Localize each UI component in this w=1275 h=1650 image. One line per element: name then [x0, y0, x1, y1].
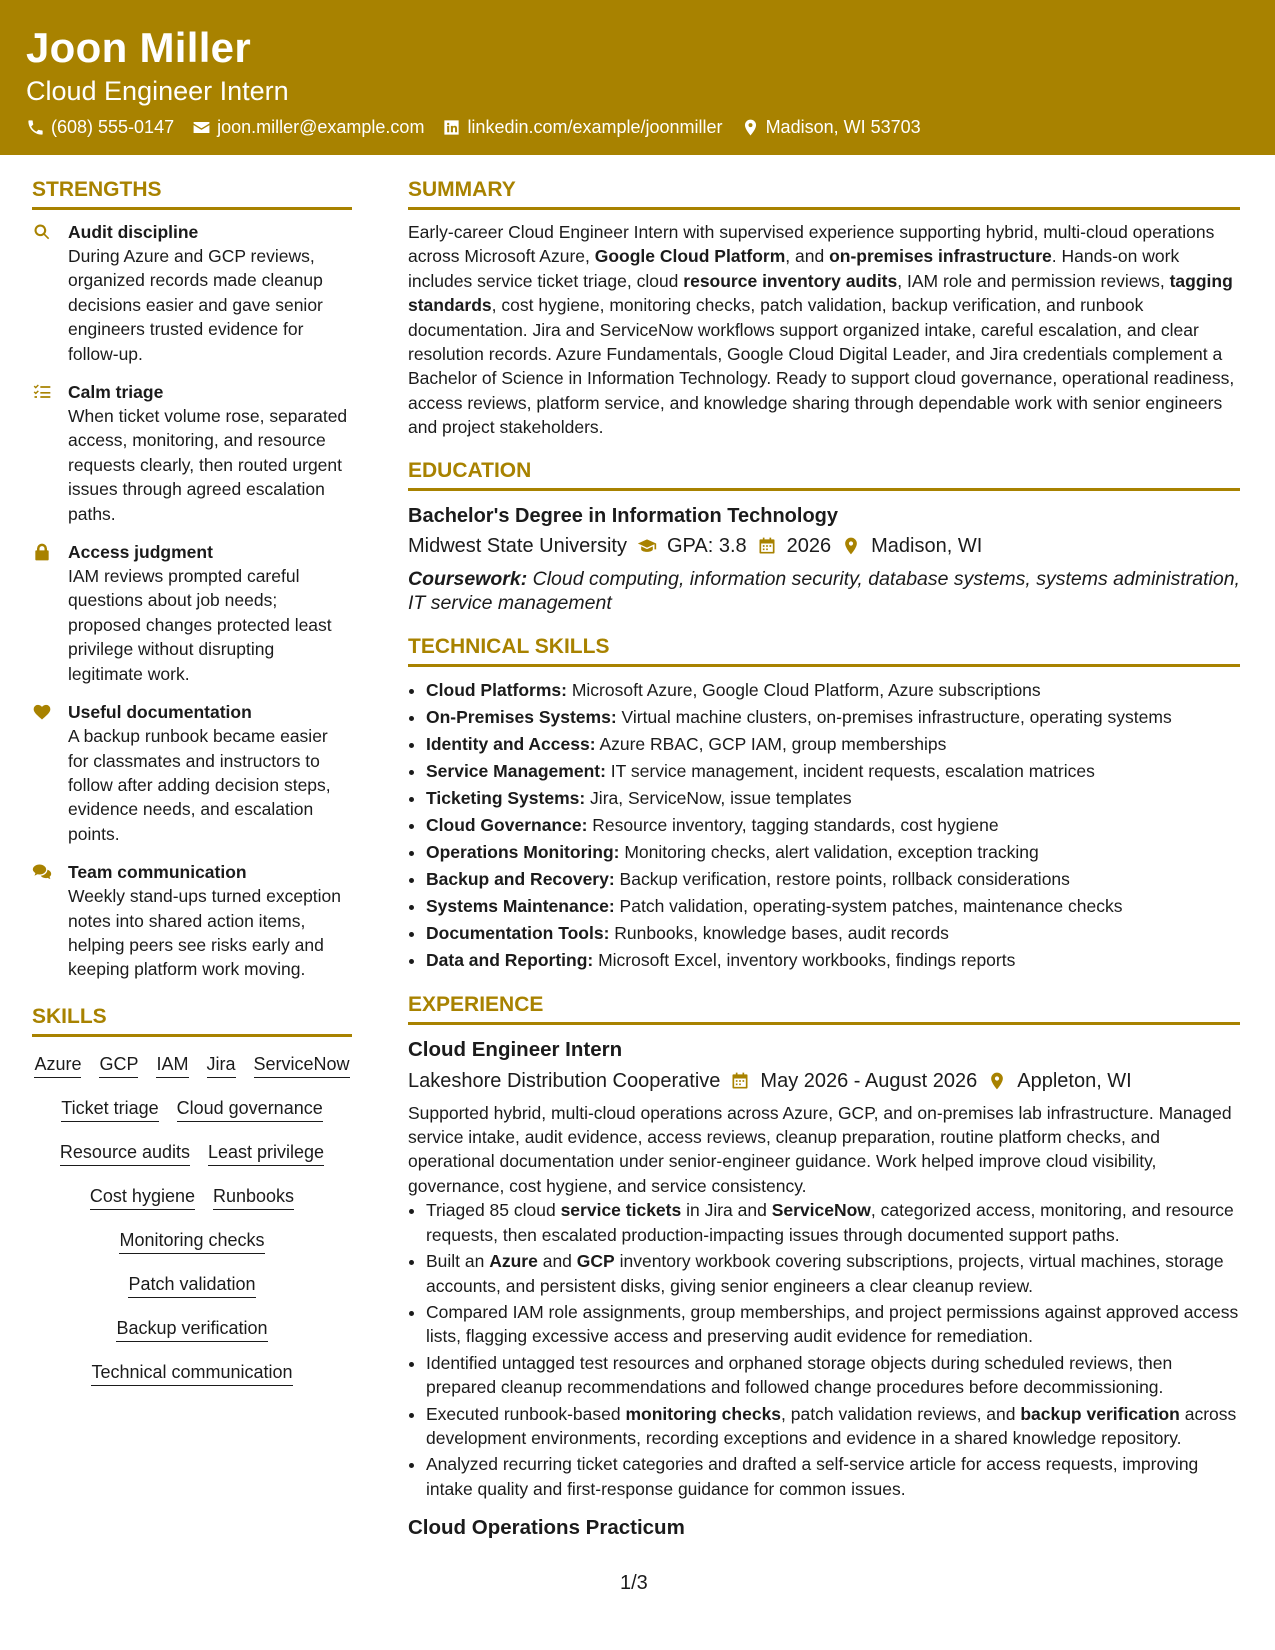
- search-icon: [32, 222, 52, 242]
- skill-tag: Cost hygiene: [90, 1185, 195, 1210]
- tech-skill-label: Identity and Access:: [426, 733, 596, 754]
- tech-skill-label: Service Management:: [426, 760, 606, 781]
- skill-tag: Technical communication: [91, 1361, 292, 1386]
- contact-phone: [26, 114, 174, 140]
- bullet-text: and: [537, 1251, 577, 1272]
- bullet-text: Executed runbook-based: [426, 1403, 626, 1424]
- comments-icon: [32, 862, 52, 882]
- skill-tag: Least privilege: [208, 1141, 324, 1166]
- skill-tag: Runbooks: [213, 1185, 294, 1210]
- tech-skill-label: Cloud Governance:: [426, 814, 588, 835]
- job-bullets: [408, 1198, 1240, 1501]
- tech-skill-label: Backup and Recovery:: [426, 868, 615, 889]
- bullet-bold: Azure: [489, 1251, 538, 1272]
- job-bullet: [426, 1351, 1240, 1400]
- summary-bold: Google Cloud Platform: [594, 246, 786, 267]
- tech-skill-label: Systems Maintenance:: [426, 895, 615, 916]
- bullet-bold: service tickets: [560, 1200, 682, 1221]
- job-details: [408, 1065, 1240, 1097]
- summary-bold: on-premises infrastructure: [829, 246, 1052, 267]
- skill-tag: GCP: [99, 1053, 138, 1078]
- skill-tag: Jira: [207, 1053, 236, 1078]
- education-details: [408, 531, 1240, 561]
- graduation-year: 2026: [786, 534, 832, 557]
- strength-item: [32, 380, 352, 526]
- strength-title: Access judgment: [68, 542, 213, 563]
- resume-header: [0, 0, 1275, 155]
- job-title: Cloud Engineer Intern: [408, 1037, 623, 1061]
- bullet-bold: monitoring checks: [625, 1403, 782, 1424]
- tech-skill-value: Resource inventory, tagging standards, cost hygiene: [587, 814, 999, 835]
- school-location: Madison, WI: [871, 534, 983, 557]
- skills-list: [32, 1047, 352, 1386]
- company-name: Lakeshore Distribution Cooperative: [408, 1069, 721, 1092]
- technical-skills-list: [408, 677, 1240, 974]
- left-column: [32, 175, 352, 1386]
- lock-icon: [32, 542, 52, 562]
- bullet-text: across development environments, recording exceptions and evidence in a shared knowledge repository.: [426, 1403, 1237, 1448]
- contact-location: [741, 114, 921, 140]
- job-location: Appleton, WI: [1017, 1069, 1132, 1092]
- envelope-icon: [192, 118, 211, 137]
- strength-text: A backup runbook became easier for classmates and instructors to follow after adding decision steps, evidence needs, and escalation points.: [68, 726, 331, 844]
- coursework-text: Cloud computing, information security, database systems, systems administration, IT service management: [408, 567, 1240, 615]
- skill-tag: Ticket triage: [61, 1097, 158, 1122]
- job-bullet: [426, 1198, 1240, 1247]
- education-heading: EDUCATION: [408, 456, 1240, 491]
- strength-text: IAM reviews prompted careful questions about job needs; proposed changes protected least privilege without disrupting legitimate work.: [68, 566, 332, 684]
- tech-skill-label: Cloud Platforms:: [426, 679, 567, 700]
- map-pin-icon: [741, 118, 760, 137]
- job-bullet: [426, 1249, 1240, 1298]
- tech-skill-label: Data and Reporting:: [426, 949, 594, 970]
- job-bullet: [426, 1300, 1240, 1349]
- contact-bar: [26, 114, 921, 140]
- job-dates: May 2026 - August 2026: [760, 1069, 978, 1092]
- page-number: 1/3: [620, 1572, 648, 1594]
- skill-tag: Resource audits: [60, 1141, 190, 1166]
- tech-skill-item: [426, 812, 1240, 839]
- tech-skill-item: [426, 758, 1240, 785]
- strength-text: Weekly stand-ups turned exception notes into shared action items, helping peers see risks early and keeping platform work moving.: [68, 886, 342, 980]
- location-text: Madison, WI 53703: [765, 117, 921, 137]
- strength-title: Calm triage: [68, 382, 164, 403]
- linkedin-icon: [442, 118, 461, 137]
- contact-email[interactable]: [192, 114, 424, 140]
- tech-skill-value: Microsoft Excel, inventory workbooks, findings reports: [593, 949, 1016, 970]
- strength-title: Audit discipline: [68, 222, 199, 242]
- bullet-bold: ServiceNow: [771, 1200, 871, 1221]
- tech-skill-item: [426, 731, 1240, 758]
- experience-heading: EXPERIENCE: [408, 990, 1240, 1025]
- skill-tag: Azure: [34, 1053, 81, 1078]
- bullet-text: inventory workbook covering subscriptions, projects, virtual machines, storage accounts, and persistent disks, giving senior engineers a clear cleanup review.: [426, 1251, 1224, 1296]
- tech-skill-value: Patch validation, operating-system patches, maintenance checks: [614, 895, 1123, 916]
- map-pin-icon: [841, 536, 861, 556]
- graduation-cap-icon: [637, 536, 657, 556]
- summary-part: , cost hygiene, monitoring checks, patch validation, backup verification, and runbook documentation. Jira and ServiceNow workflows support organized intake, careful escalation, and clear resolution records. Azure Fundamentals, Google Cloud Digital Leader, and Jira credentials complement a Bachelor of Science in Information Technology. Ready to support cloud governance, operational readiness, access reviews, platform service, and knowledge sharing through dependable work with senior engineers and project stakeholders.: [408, 295, 1235, 438]
- strength-title: Useful documentation: [68, 702, 252, 723]
- strength-title: Team communication: [68, 862, 247, 883]
- strength-item: [32, 700, 352, 846]
- tech-skill-value: Microsoft Azure, Google Cloud Platform, Azure subscriptions: [566, 679, 1041, 700]
- tech-skill-item: [426, 866, 1240, 893]
- tech-skill-label: Ticketing Systems:: [426, 787, 586, 808]
- summary-part: , and: [785, 246, 830, 267]
- skill-tag: IAM: [156, 1053, 188, 1078]
- strengths-heading: STRENGTHS: [32, 175, 352, 210]
- summary-bold: tagging standards: [408, 270, 1233, 316]
- tech-skill-value: Azure RBAC, GCP IAM, group memberships: [595, 733, 947, 754]
- right-column: [408, 175, 1240, 1543]
- tech-skill-label: Operations Monitoring:: [426, 841, 620, 862]
- coursework: [408, 567, 1240, 616]
- tech-skill-label: Documentation Tools:: [426, 922, 610, 943]
- skill-tag: Patch validation: [128, 1273, 255, 1298]
- bullet-text: Compared IAM role assignments, group memberships, and project permissions against approved access lists, flagging excessive access and preserving audit evidence for remediation.: [426, 1301, 1239, 1347]
- degree-title: Bachelor's Degree in Information Technology: [408, 504, 839, 527]
- school-name: Midwest State University: [408, 534, 627, 557]
- gpa: GPA: 3.8: [666, 534, 747, 557]
- bullet-text: , patch validation reviews, and: [781, 1403, 1021, 1424]
- summary-part: Early-career Cloud Engineer Intern with supervised experience supporting hybrid, multi-cloud operations across Microsoft Azure,: [408, 222, 1215, 267]
- technical-skills-heading: TECHNICAL SKILLS: [408, 632, 1240, 667]
- job-description: Supported hybrid, multi-cloud operations across Azure, GCP, and on-premises lab infrastructure. Managed service intake, audit evidence, access reviews, cleanup preparation, routine platform checks, and operational documentation under senior-engineer guidance. Work helped improve cloud visibility, governance, cost hygiene, and service consistency.: [408, 1102, 1232, 1196]
- tech-skill-item: [426, 893, 1240, 920]
- summary-text: [408, 220, 1240, 440]
- skill-tag: Monitoring checks: [119, 1229, 264, 1254]
- phone-text: (608) 555-0147: [51, 117, 175, 137]
- coursework-label: Coursework:: [408, 567, 528, 590]
- map-pin-icon: [987, 1071, 1007, 1091]
- tech-skill-item: [426, 785, 1240, 812]
- tech-skill-item: [426, 839, 1240, 866]
- summary-heading: SUMMARY: [408, 175, 1240, 210]
- tech-skill-label: On-Premises Systems:: [426, 706, 617, 727]
- candidate-role: Cloud Engineer Intern: [26, 76, 289, 106]
- tech-skill-item: [426, 704, 1240, 731]
- calendar-icon: [757, 536, 777, 556]
- tech-skill-value: Monitoring checks, alert validation, exception tracking: [619, 841, 1039, 862]
- bullet-text: , categorized access, monitoring, and resource requests, then escalated production-impacting issues through documented support paths.: [426, 1200, 1234, 1245]
- summary-part: . Hands-on work includes service ticket triage, cloud: [408, 246, 1180, 291]
- candidate-name: Joon Miller: [26, 24, 251, 71]
- skill-tag: Cloud governance: [177, 1097, 323, 1122]
- bullet-text: in Jira and: [681, 1200, 772, 1221]
- linkedin-text[interactable]: linkedin.com/example/joonmiller: [467, 117, 723, 137]
- tech-skill-value: Runbooks, knowledge bases, audit records: [609, 922, 949, 943]
- job-bullet: [426, 1402, 1240, 1451]
- job-title: Cloud Operations Practicum: [408, 1516, 685, 1540]
- heart-icon: [32, 702, 52, 722]
- skill-tag: ServiceNow: [254, 1053, 350, 1078]
- bullet-text: Analyzed recurring ticket categories and drafted a self-service article for access requests, improving intake quality and first-response guidance for common issues.: [426, 1454, 1199, 1499]
- strength-item: [32, 540, 352, 686]
- skills-heading: SKILLS: [32, 1002, 352, 1037]
- email-text[interactable]: joon.miller@example.com: [217, 117, 425, 137]
- strength-item: [32, 860, 352, 982]
- tech-skill-value: Virtual machine clusters, on-premises infrastructure, operating systems: [616, 706, 1172, 727]
- strength-item: [32, 220, 352, 366]
- bullet-bold: GCP: [576, 1251, 615, 1272]
- tech-skill-value: Jira, ServiceNow, issue templates: [585, 787, 852, 808]
- contact-linkedin[interactable]: [442, 114, 722, 140]
- skill-tag: Backup verification: [116, 1317, 267, 1342]
- tech-skill-item: [426, 947, 1240, 974]
- summary-bold: resource inventory audits: [683, 270, 898, 291]
- summary-part: , IAM role and permission reviews,: [897, 270, 1170, 291]
- tech-skill-value: Backup verification, restore points, rollback considerations: [614, 868, 1070, 889]
- bullet-bold: backup verification: [1020, 1403, 1180, 1424]
- list-check-icon: [32, 382, 52, 402]
- job-bullet: [426, 1452, 1240, 1501]
- tech-skill-item: [426, 677, 1240, 704]
- bullet-text: Identified untagged test resources and orphaned storage objects during scheduled reviews, then prepared cleanup recommendations and followed change procedures before decommissioning.: [426, 1352, 1173, 1398]
- tech-skill-item: [426, 920, 1240, 947]
- strength-text: During Azure and GCP reviews, organized records made cleanup decisions easier and gave senior engineers trusted evidence for follow-up.: [68, 246, 323, 364]
- strength-text: When ticket volume rose, separated access, monitoring, and resource requests clearly, then routed urgent issues through agreed escalation paths.: [68, 406, 348, 524]
- bullet-text: Built an: [426, 1251, 490, 1272]
- bullet-text: Triaged 85 cloud: [426, 1200, 561, 1221]
- tech-skill-value: IT service management, incident requests, escalation matrices: [605, 760, 1095, 781]
- phone-icon: [26, 118, 45, 137]
- calendar-icon: [730, 1071, 750, 1091]
